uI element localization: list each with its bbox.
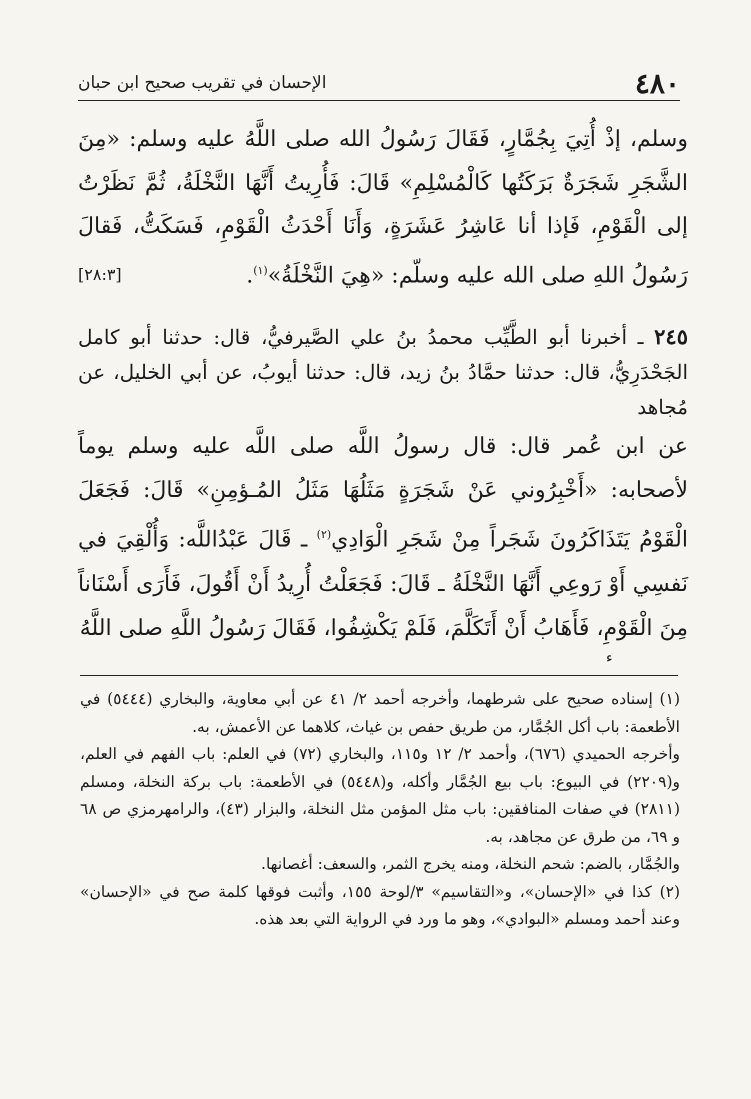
- matn-text-a: عن ابن عُمر قال: قال رسولُ اللَّه صلى اللَّه عليه وسلم يوماً لأصحابه: «أَخْبِرُوني عَنْ شَجَرَةٍ مَثَلُهَا مَثَلُ المُـؤمِنِ» قَالَ: فَجَعَلَ الْقَوْمُ يَتَذَاكَرُونَ شَجَراً مِنْ شَجَرِ الْوَادِي: [78, 434, 688, 553]
- isnad-text: ـ أخبرنا أبو الطَّيِّب محمدُ بنُ علي الصَّيرفيُّ، قال: حدثنا أبو كامل الجَحْدَرِيُّ، قال: حدثنا حمَّادُ بنُ زيد، قال: حدثنا أيوبُ، عن أبي الخليل، عن مُجاهد: [78, 325, 688, 420]
- running-title: الإحسان في تقريب صحيح ابن حبان: [78, 73, 327, 93]
- footnote-marker-2: (٢): [316, 528, 332, 542]
- hadith-245-matn: [78, 425, 688, 650]
- main-text: [78, 118, 688, 651]
- reference-code: [٢٨:٣]: [78, 264, 122, 284]
- hadith-244-ending: وسلم، إذْ أُتِيَ بِجُمَّارٍ، فَقَالَ رَسُولُ الله صلى اللَّهُ عليه وسلم: «مِنَ الشَّجَرِ شَجَرَةٌ بَرَكَتُها كَالْمُسْلِمِ» قَالَ: فَأُرِيتُ أَنَّهَا النَّخْلَةُ، ثُمَّ نَظَرْتُ إلى الْقَوْمِ، فَإذا أنا عَاشِرُ عَشَرَةٍ، وَأَنَا أَحْدَثُ الْقَوْمِ، فَسَكَتُّ، فَقالَ رَسُولُ اللهِ صلى الله عليه وسلّم: «هِيَ النَّخْلَةُ»$^{(١)}$. [٢٨:٣]: [78, 118, 688, 297]
- hadith-245-isnad: [78, 319, 688, 425]
- signature-mark: ء: [606, 650, 613, 666]
- page-header: [78, 66, 680, 101]
- footnote-marker-1: (١): [253, 263, 268, 277]
- matn-text-b: ـ قَالَ عَبْدُاللَّه: وَأُلْقِيَ في نَفسِي أَوْ رَوعِي أَنَّهَا النَّخْلَةُ ـ قَالَ: فَجَعَلْتُ أُرِيدُ أَنْ أَقُولَ، فَأَرَى أَسْنَاناً مِنَ الْقَوْمِ، فَأَهَابُ أَنْ أَتَكَلَّمَ، فَلَمْ يَكْشِفُوا، فَقَالَ رَسُولُ اللَّهِ صلى اللَّهُ: [78, 527, 688, 641]
- footnote-1b: وأخرجه الحميدي (٦٧٦)، وأحمد ٢/ ١٢ و١١٥، والبخاري (٧٢) في العلم: باب الفهم في العلم، و(٢٢٠٩) في البيوع: باب بيع الجُمَّار وأكله، و(٥٤٤٨) في الأطعمة: باب بركة النخلة، ومسلم (٢٨١١) في صفات المنافقين: باب مثل المؤمن مثل النخلة، والبزار (٤٣)، والرامهرمزي ص ٦٨ و ٦٩، من طرق عن مجاهد، به.: [80, 745, 681, 846]
- hadith-244-text: وسلم، إذْ أُتِيَ بِجُمَّارٍ، فَقَالَ رَسُولُ الله صلى اللَّهُ عليه وسلم: «مِنَ الشَّجَرِ شَجَرَةٌ بَرَكَتُها كَالْمُسْلِمِ» قَالَ: فَأُرِيتُ أَنَّهَا النَّخْلَةُ، ثُمَّ نَظَرْتُ إلى الْقَوْمِ، فَإذا أنا عَاشِرُ عَشَرَةٍ، وَأَنَا أَحْدَثُ الْقَوْمِ، فَسَكَتُّ، فَقالَ رَسُولُ اللهِ صلى الله عليه وسلّم: «هِيَ النَّخْلَةُ»: [78, 127, 688, 288]
- hadith-number: ٢٤٥: [654, 324, 688, 350]
- footnote-1c: والجُمَّار، بالضم: شحم النخلة، ومنه يخرج الثمر، والسعف: أغصانها.: [261, 855, 680, 873]
- footnote-2: (٢) كذا في «الإحسان»، و«التقاسيم» ٣/لوحة ١٥٥، وأثبت فوقها كلمة صح في «الإحسان» وعند أحمد ومسلم «البوادي»، وهو ما ورد في الرواية التي بعد هذه.: [80, 882, 681, 928]
- page-number: ٤٨٠: [634, 66, 680, 100]
- footnotes: [80, 686, 680, 934]
- footnote-divider: [80, 675, 678, 676]
- footnote-1a: (١) إسناده صحيح على شرطهما، وأخرجه أحمد ٢/ ٤١ عن أبي معاوية، والبخاري (٥٤٤٤) في الأطعمة: باب أكل الجُمَّار، من طريق حفص بن غياث، كلاهما عن الأعمش، به.: [80, 690, 680, 736]
